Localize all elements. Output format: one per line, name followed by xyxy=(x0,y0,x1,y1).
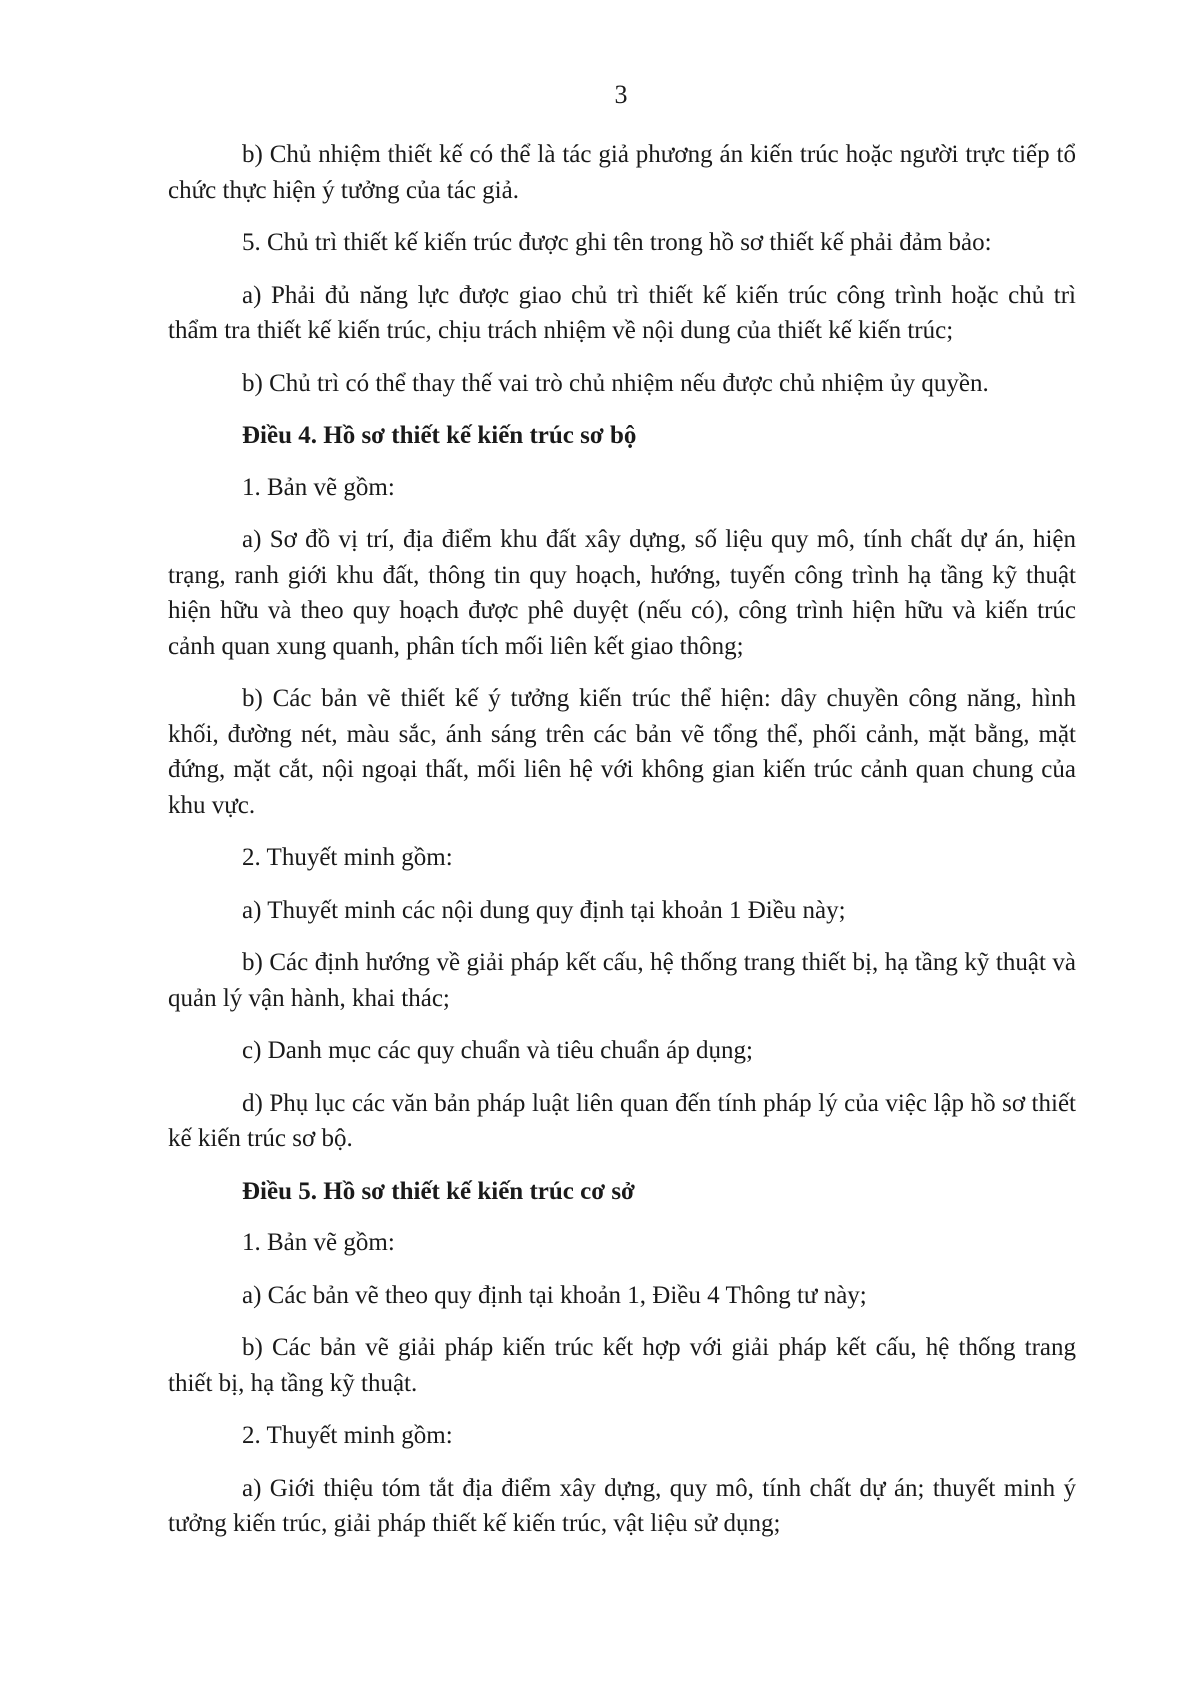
article-5-item-1b: b) Các bản vẽ giải pháp kiến trúc kết hợp với giải pháp kết cấu, hệ thống trang thiết bị, hạ tầng kỹ thuật. xyxy=(168,1334,1076,1397)
article-5-heading: Điều 5. Hồ sơ thiết kế kiến trúc cơ sở xyxy=(242,1177,635,1205)
article-4-item-1a: a) Sơ đồ vị trí, địa điểm khu đất xây dựng, số liệu quy mô, tính chất dự án, hiện trạng, ranh giới khu đất, thông tin quy hoạch, hướng, tuyến công trình hạ tầng kỹ thuật hiện hữu và theo quy hoạch được phê duyệt (nếu có), công trình hiện hữu và kiến trúc cảnh quan xung quanh, phân tích mối liên kết giao thông; xyxy=(168,526,1076,660)
article-4-heading: Điều 4. Hồ sơ thiết kế kiến trúc sơ bộ xyxy=(242,422,637,449)
paragraph-5-chu-tri: 5. Chủ trì thiết kế kiến trúc được ghi tên trong hồ sơ thiết kế phải đảm bảo: xyxy=(242,229,992,256)
article-4-item-2: 2. Thuyết minh gồm: xyxy=(242,844,453,871)
article-5-item-1: 1. Bản vẽ gồm: xyxy=(242,1229,395,1256)
page-number: 3 xyxy=(614,80,628,109)
article-4-item-1b: b) Các bản vẽ thiết kế ý tưởng kiến trúc thể hiện: dây chuyền công năng, hình khối, đường nét, màu sắc, ánh sáng trên các bản vẽ tổng thể, phối cảnh, mặt bằng, mặt đứng, mặt cắt, nội ngoại thất, mối liên hệ với không gian kiến trúc cảnh quan chung của khu vực. xyxy=(168,685,1076,819)
paragraph-5b: b) Chủ trì có thể thay thế vai trò chủ nhiệm nếu được chủ nhiệm ủy quyền. xyxy=(242,369,989,397)
article-5-item-2a: a) Giới thiệu tóm tắt địa điểm xây dựng, quy mô, tính chất dự án; thuyết minh ý tưởng kiến trúc, giải pháp thiết kế kiến trúc, vật liệu sử dụng; xyxy=(168,1474,1076,1537)
paragraph-4b-chu-nhiem: b) Chủ nhiệm thiết kế có thể là tác giả phương án kiến trúc hoặc người trực tiếp tổ chức thực hiện ý tưởng của tác giả. xyxy=(168,141,1076,204)
article-4-item-2b: b) Các định hướng về giải pháp kết cấu, hệ thống trang thiết bị, hạ tầng kỹ thuật và quản lý vận hành, khai thác; xyxy=(168,949,1076,1012)
paragraph-5a: a) Phải đủ năng lực được giao chủ trì thiết kế kiến trúc công trình hoặc chủ trì thẩm tra thiết kế kiến trúc, chịu trách nhiệm về nội dung của thiết kế kiến trúc; xyxy=(168,281,1076,344)
article-4-item-2a: a) Thuyết minh các nội dung quy định tại khoản 1 Điều này; xyxy=(242,896,846,924)
article-4-item-1: 1. Bản vẽ gồm: xyxy=(242,473,395,501)
document-body xyxy=(168,137,1076,1542)
article-4-item-2c: c) Danh mục các quy chuẩn và tiêu chuẩn áp dụng; xyxy=(242,1037,753,1064)
article-5-item-1a: a) Các bản vẽ theo quy định tại khoản 1, Điều 4 Thông tư này; xyxy=(242,1281,867,1309)
article-4-item-2d: d) Phụ lục các văn bản pháp luật liên quan đến tính pháp lý của việc lập hồ sơ thiết kế kiến trúc sơ bộ. xyxy=(168,1089,1076,1152)
article-5-item-2: 2. Thuyết minh gồm: xyxy=(242,1422,453,1449)
